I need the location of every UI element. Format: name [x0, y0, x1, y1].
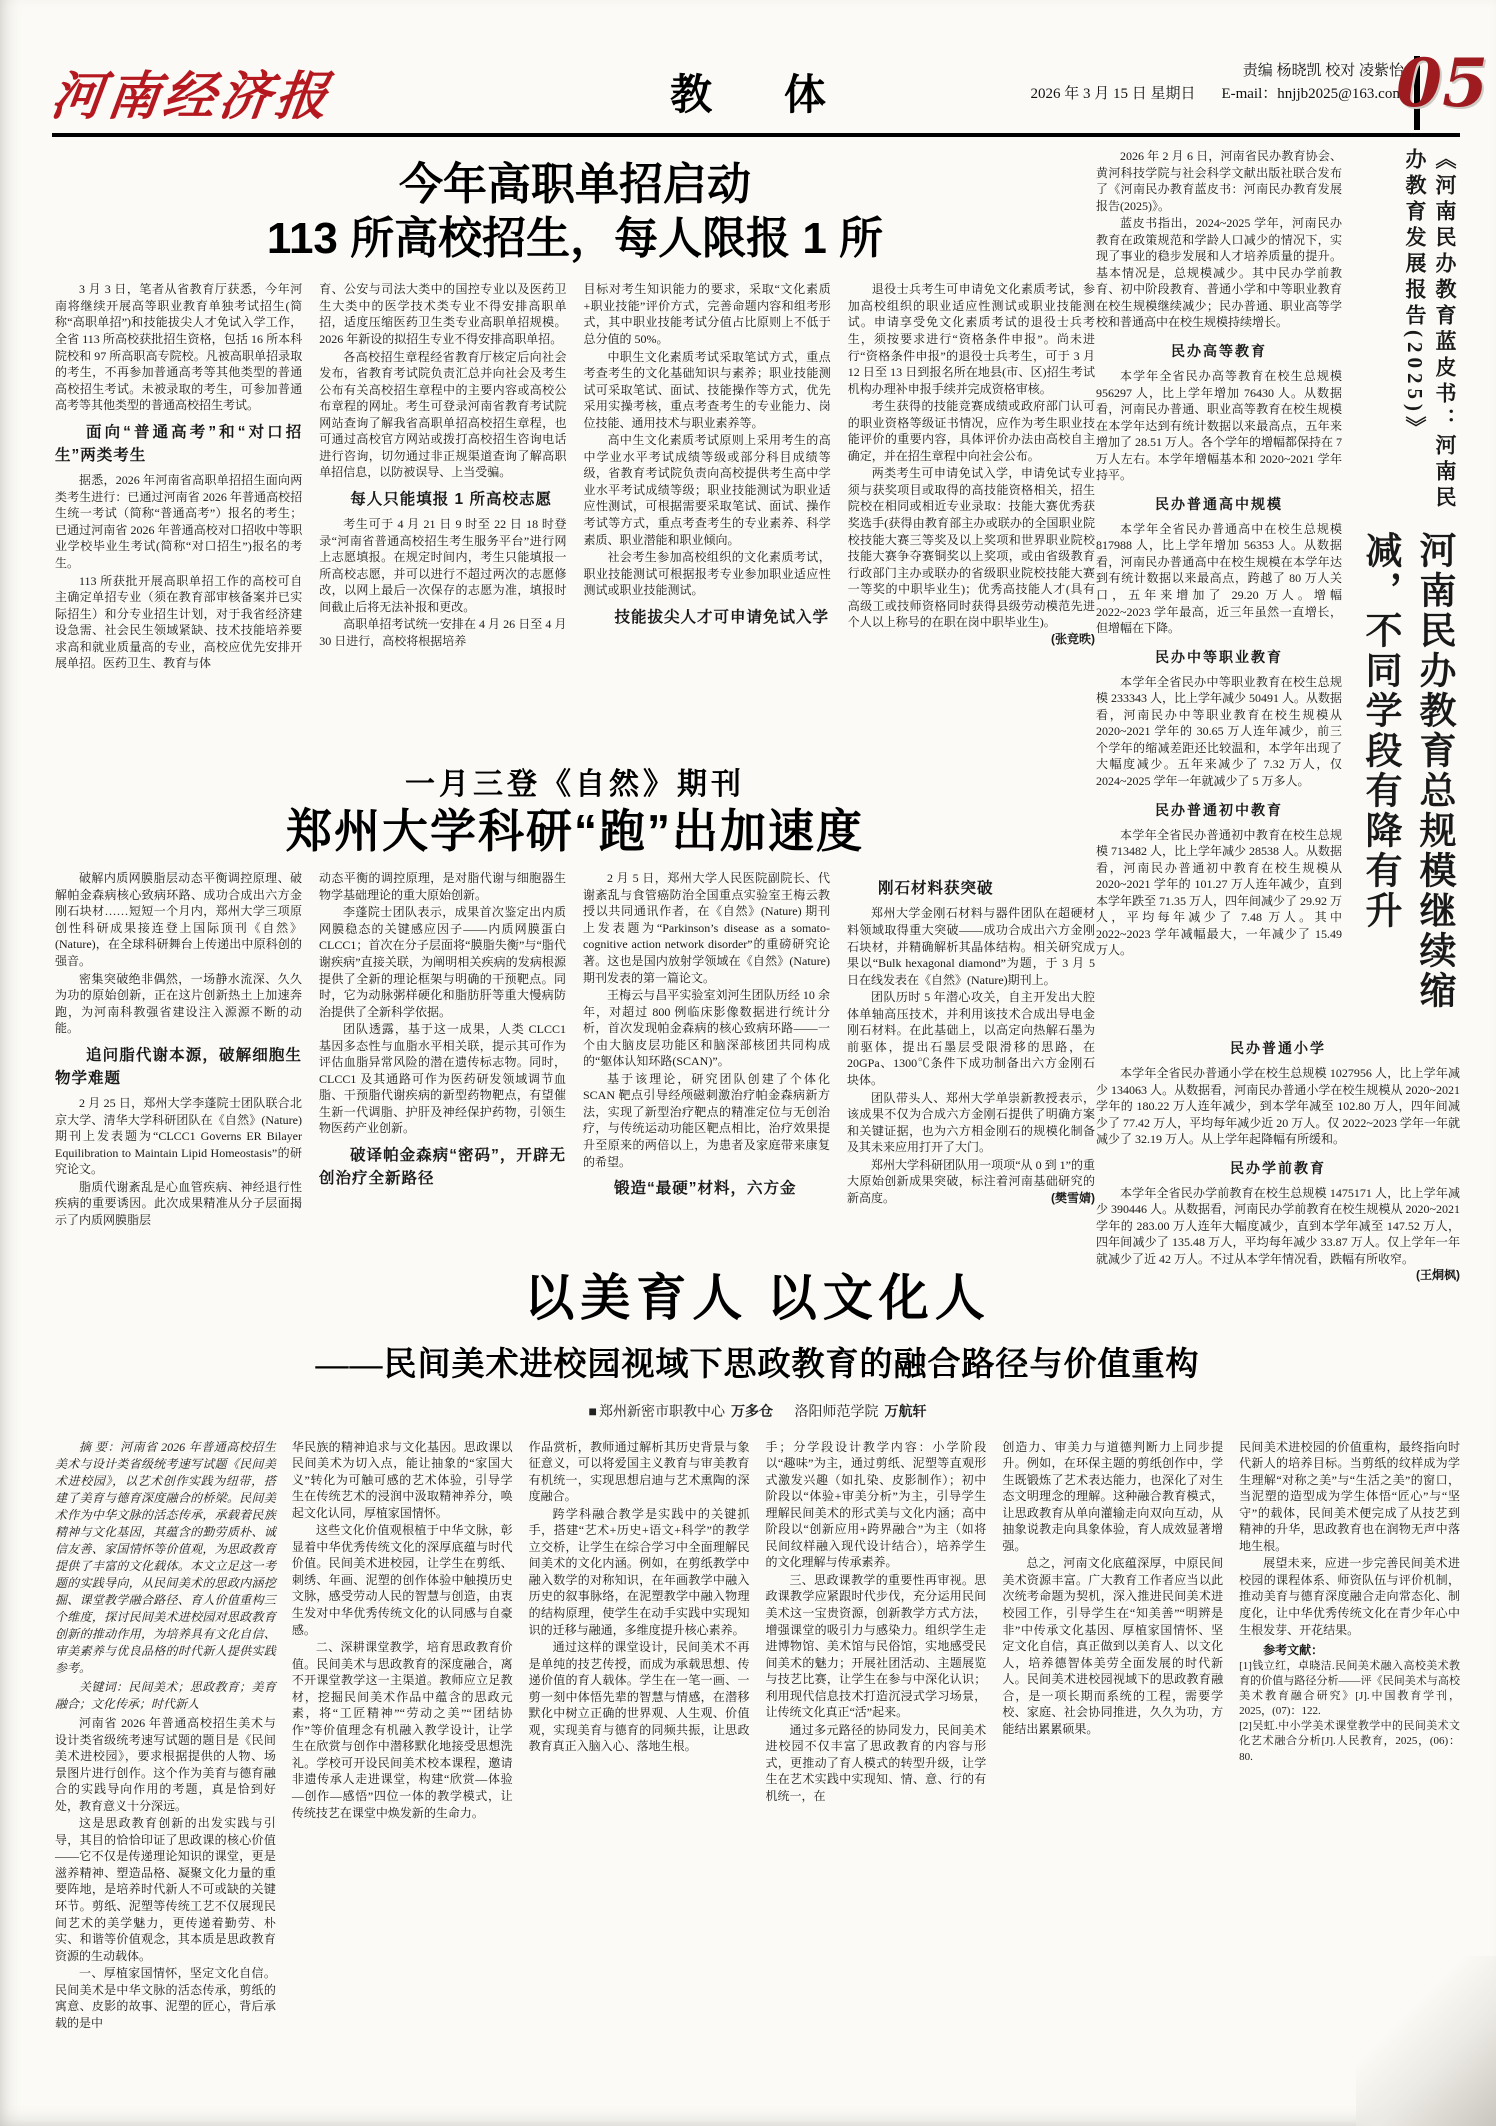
article-paragraph: 团队带头人、郑州大学单崇新教授表示，该成果不仅为合成六方金刚石提供了明确方案和关键证据，也为六方相金刚石的规模化制备及其未来应用打开了大门。 [847, 1090, 1095, 1155]
article-paragraph: 本学年全省民办学前教育在校生总规模 1475171 人，比上学年减少 390446 人。从数据看，河南民办学前教育在校生规模从 2020~2021 学年的 283.00 万人连年大幅度减少，直到本学年减至 147.52 万人，四年间减少了 135.48 万人，平均每年减少 33.87 万人。仅上学年一年就减少了近 42 万人。不过从本学年情况看，跌幅有所收窄。 (王烔枫) [1096, 1185, 1460, 1283]
article3-vertical-kicker: 《河南民办教育蓝皮书：河南民办教育发展报告(2025)》 [1403, 148, 1457, 512]
article-paragraph: 本学年全省民办普通小学在校生总规模 1027956 人，比上学年减少 134063 人。从数据看，河南民办普通小学在校生规模从 2020~2021 学年的 180.22 万人连年减少，到本学年减至 102.80 万人，四年间减少了 77.42 万人，平均每年减少近 20 万人。仅 2022~2023 学年一年就减少了 32.19 万人。从上学年起降幅有所缓和。 [1096, 1066, 1460, 1147]
text-column [55, 1439, 276, 2087]
article-paragraph: 通过这样的课堂设计，民间美术不再是单纯的技艺传授，而成为承载思想、传递价值的育人载体。学生在一笔一画、一剪一刻中体悟先辈的智慧与情感，在潜移默化中树立正确的世界观、人生观、价值观，实现美育与德育的同频共振，让思政教育真正入脑入心、落地生根。 [528, 1640, 750, 1754]
article-subhead: 民办高等教育 [1171, 343, 1267, 360]
article-paragraph: 社会考生参加高校组织的文化素质考试，职业技能测试可根据报考专业参加职业适应性测试或职业技能测试。 [583, 550, 831, 598]
article-paragraph: 这些文化价值观根植于中华文脉，彰显着中华优秀传统文化的深厚底蕴与时代价值。民间美术进校园，让学生在剪纸、刺绣、年画、泥塑的创作体验中触摸历史文脉，感受劳动人民的智慧与创造，由衷生发对中华优秀传统文化的认同感与自豪感。 [291, 1523, 513, 1637]
article1-headline-line1: 今年高职单招启动 [399, 160, 751, 209]
article-paragraph: 展望未来，应进一步完善民间美术进校园的课程体系、师资队伍与评价机制，推动美育与德育深度融合走向常态化、制度化，让中华优秀传统文化在青少年心中生根发芽、开花结果。 [1239, 1556, 1460, 1637]
article-paragraph: 本学年全省民办高等教育在校生总规模 956297 人，比上学年增加 76430 人。从数据看，河南民办普通、职业高等教育在校生规模在本学年达到有统计数据以来最高点，五年来增加了 28.51 万人。各个学年的增幅都保持在 7 万人左右。本学年增幅基本和 2020~2021 学年持平。 [1096, 369, 1343, 483]
author-credit: (王烔枫) [1416, 1268, 1460, 1283]
article-paragraph: 据悉，2026 年河南省高职单招招生面向两类考生进行：已通过河南省 2026 年普通高校招生统一考试（简称“普通高考”）报名的考生；已通过河南省 2026 年普通高校对口招收中等职业学校毕业生考试(简称“对口招生”)报名的考生。 [55, 473, 303, 570]
text-column [55, 281, 302, 753]
article-paragraph: 破解内质网膜脂层动态平衡调控原理、破解帕金森病核心致病环路、成功合成出六方金刚石块材……短短一个月内，郑州大学三项原创性科研成果接连登上国际顶刊《自然》(Nature)，在全球科研舞台上传递出中原科创的强音。 [55, 871, 302, 968]
article-paragraph: 高中生文化素质考试原则上采用考生的高中学业水平考试成绩等级或部分科目成绩等级，省教育考试院负责向高校提供考生高中学业水平考试成绩等级；职业技能测试为职业适应性测试，可根据需要采取笔试、面试、操作考试等方式，重点考查考生的专业素养、科学素质、职业潜能和职业倾向。 [583, 433, 831, 547]
article3-column [1096, 148, 1342, 1028]
text-column [848, 281, 1095, 753]
text-column [765, 1439, 986, 2087]
article-paragraph: 民间美术进校园的价值重构，最终指向时代新人的培养目标。当剪纸的纹样成为学生理解“对称之美”与“生活之美”的窗口，当泥塑的造型成为学生体悟“匠心”与“坚守”的载体，民间美术便完成了从技艺到精神的升华，思政教育也在润物无声中落地生根。 [1239, 1439, 1460, 1553]
article2-kicker: 一月三登《自然》期刊 [405, 768, 745, 802]
article-paragraph: 郑州大学科研团队用一项项“从 0 到 1”的重大原始创新成果突破，标注着河南基础研究的新高度。 (樊雪婧) [847, 1157, 1095, 1205]
article4-byline [55, 1401, 1460, 1421]
article-subhead: 民办中等职业教育 [1155, 648, 1283, 665]
article-subhead: 刚石材料获突破 [878, 880, 994, 898]
editors-line: 责编 杨晓凯 校对 凌紫怡 [1242, 63, 1404, 79]
article-paragraph: 基于该理论，研究团队创建了个体化 SCAN 靶点引导经颅磁刺激治疗帕金森病新方法，实现了新型治疗靶点的精准定位与无创治疗，与传统运动功能区靶点相比，治疗效果提升至原来的两倍以上，为患者及家庭带来康复的希望。 [583, 1071, 830, 1169]
article-paragraph: 2 月 5 日，郑州大学人民医院副院长、代谢紊乱与食管癌防治全国重点实验室王梅云教授以共同通讯作者，在《自然》(Nature) 期刊上发表题为“Parkinson’s disease as a somato-cognitive action network disorder”的重磅研究论著。这也是国内放射学领域在《自然》(Nature)期刊发表的第一篇论文。 [583, 871, 830, 985]
byline-marker: ■ [588, 1404, 597, 1420]
text-column [529, 1439, 750, 2087]
article-paragraph: 三、思政课教学的重要性再审视。思政课教学应紧跟时代步伐，充分运用民间美术这一宝贵资源，创新教学方式方法，增强课堂的吸引力与感染力。组织学生走进博物馆、美术馆与民俗馆，实地感受民间美术的魅力；开展社团活动、主题展览与技艺比赛，让学生在参与中深化认识；利用现代信息技术打造沉浸式学习场景，让传统文化真正“活”起来。 [765, 1572, 987, 1720]
text-column [319, 870, 566, 1252]
article1-headline-line2: 113 所高校招生，每人限报 1 所 [266, 213, 884, 263]
article-paragraph: 郑州大学金刚石材料与器件团队在超硬材料领域取得重大突破——成功合成出六方金刚石块材，并精确解析其晶体结构。相关研究成果以“Bulk hexagonal diamond”为题，于 3 月 5 日在线发表在《自然》(Nature)期刊上。 [847, 906, 1095, 987]
article-paragraph: 创造力、审美力与道德判断力上同步提升。例如，在环保主题的剪纸创作中，学生既锻炼了艺术表达能力，也深化了对生态文明理念的理解。这种融合教育模式，让思政教育从单向灌输走向双向互动，从抽象说教走向具象体验，育人成效显著增强。 [1002, 1439, 1224, 1553]
article-paragraph: 中职生文化素质考试采取笔试方式，重点考查考生的文化基础知识与素养；职业技能测试可采取笔试、面试、技能操作等方式，优先采用实操考核，重点考查考生的专业能力、岗位技能、通用技术与职业素养等。 [583, 349, 831, 430]
text-column [55, 870, 302, 1252]
article-paragraph: 摘 要：河南省 2026 年普通高校招生美术与设计类省级统考速写试题《民间美术进校园》，以艺术创作实践为纽带，搭建了美育与德育深度融合的桥梁。民间美术作为中华文脉的活态传承，承载着民族精神与文化基因，其蕴含的勤劳质朴、诚信友善、家国情怀等价值观，为思政教育提供了丰富的文化载体。本文立足这一考题的实践导向，从民间美术的思政内涵挖掘、课堂教学融合路径、育人价值重构三个维度，探讨民间美术进校园对思政教育创新的推动作用，为培养具有文化自信、审美素养与优良品格的时代新人提供实践参考。 [55, 1439, 276, 1675]
article2-headline: 郑州大学科研“跑”出加速度 [286, 805, 864, 858]
article-paragraph: 华民族的精神追求与文化基因。思政课以民间美术为切入点，能让抽象的“家国大义”转化为可触可感的艺术体验，引导学生在传统艺术的浸润中汲取精神养分，唤起文化认同，厚植家国情怀。 [291, 1439, 513, 1520]
article-paragraph: 考生可于 4 月 21 日 9 时至 22 日 18 时登录“河南省普通高校招生考生服务平台”进行网上志愿填报。在规定时间内，考生只能填报一所高校志愿，并可以进行不超过两次的志愿修改，以网上最后一次保存的志愿为准，填报时间截止后将无法补报和更改。 [319, 517, 567, 614]
page-curl-shade [1356, 1956, 1496, 2126]
article-paragraph: 两类考生可申请免试入学，申请免试专业须与获奖项目或取得的高技能资格相关，招生院校在相同或相近专业录取：技能大赛优秀获奖选手(获得由教育部主办或联办的全国职业院校技能大赛三等奖及以上奖项和世界职业院校技能大赛争夺赛铜奖以上奖项，或由省级教育行政部门主办或联办的省级职业院校技能大赛一等奖的中职毕业生)；优秀高技能人才(具有高级工或技师资格同时获得县级劳动模范先进个人以上称号的在职在岗中职毕业生)。 (张竞昳) [847, 466, 1095, 646]
article4-headline: 以美育人 以文化人 [524, 1270, 991, 1326]
article4-subheadline: ——民间美术进校园视域下思政教育的融合路径与价值重构 [315, 1346, 1200, 1383]
left-articles-region [55, 148, 1095, 1264]
article-paragraph: 团队历时 5 年潜心攻关，自主开发出大腔体单轴高压技术，并利用该技术合成出导电金刚石材料。在此基础上，以高定向热解石墨为前驱体，提出石墨层受限滑移的思路，在 20GPa、1300℃条件下成功制备出六方金刚石块体。 [847, 990, 1095, 1087]
article-paragraph: 作品赏析，教师通过解析其历史背景与象征意义，可以将爱国主义教育与审美教育有机统一，实现思想启迪与艺术熏陶的深度融合。 [528, 1439, 750, 1504]
article-paragraph: 育、公安与司法大类中的国控专业以及医药卫生大类中的医学技术类专业不得安排高职单招，适度压缩医药卫生类专业高职单招规模。2026 年新设的拟招生专业不得安排高职单招。 [319, 282, 567, 346]
article3-bottom-block [1096, 1038, 1460, 1283]
article-subhead: 民办普通初中教育 [1155, 801, 1283, 818]
article-paragraph: 本学年全省民办普通初中教育在校生总规模 713482 人，比上学年减少 28538 人。从数据看，河南民办普通初中教育在校生规模从 2020~2021 学年的 101.27 万人连年减少，直到本学年跌至 71.35 万人，四年间减少了 29.92 万人，平均每年减少了 7.48 万人。其中 2022~2023 学年减幅最大，一年减少了 15.49 万人。 [1096, 827, 1343, 958]
text-column [319, 281, 566, 753]
article-subhead: 民办普通高中规模 [1155, 495, 1283, 512]
text-column [584, 281, 831, 753]
page-number: 05 [1396, 44, 1488, 122]
byline-affiliation-1: 郑州新密市职教中心 [598, 1404, 725, 1420]
article-paragraph: 本学年全省民办中等职业教育在校生总规模 233343 人，比上学年减少 50491 人。从数据看，河南民办中等职业教育在校生规模从 2020~2021 学年的 30.65 万人连年减少，前三个学年的缩减差距还比较温和，本学年出现了大幅度减少。五年来减少了 7.32 万人，仅 2024~2025 学年一年就减少了 5 万多人。 [1096, 674, 1343, 788]
byline-author-2: 万航轩 [884, 1402, 927, 1419]
article-paragraph: 手；分学段设计教学内容：小学阶段以“趣味”为主，通过剪纸、泥塑等直观形式激发兴趣（如扎染、皮影制作）；初中阶段以“体验+审美分析”为主，引导学生理解民间美术的形式美与文化内涵；高中阶段以“创新应用+跨界融合”为主（如将民间纹样融入现代设计结合），培养学生的文化理解与传承素养。 [765, 1439, 987, 1570]
article-paragraph: 2026 年 2 月 6 日，河南省民办教育协会、黄河科技学院与社会科学文献出版社联合发布了《河南民办教育蓝皮书：河南民办教育发展报告(2025)》。 [1096, 149, 1342, 213]
masthead-logo: 河南经济报 [47, 66, 336, 127]
date-line: 2026 年 3 月 15 日 星期日 [1030, 86, 1196, 103]
article-paragraph: 高职单招考试统一安排在 4 月 26 日至 4 月 30 日进行，高校将根据培养 [319, 617, 567, 648]
article-paragraph: 关键词：民间美术；思政教育；美育融合；文化传承；时代新人 [55, 1679, 276, 1711]
article3-region [1096, 148, 1460, 1283]
article-paragraph: 团队透露，基于这一成果，人类 CLCC1 基因多态性与血脂水平相关联，提示其可作为评估血脂异常风险的潜在遗传标志物。同时，CLCC1 及其通路可作为医药研发领域调节血脂、干预脂代谢疾病的新型药物靶点，有望催生新一代调脂、护肝及神经保护药物，引领生物医药产业创新。 [319, 1022, 566, 1136]
article-subhead: 追问脂代谢本源，破解细胞生物学难题 [55, 1046, 302, 1087]
article-paragraph: 参考文献： [1263, 1643, 1324, 1658]
text-column [1002, 1439, 1223, 2087]
article-paragraph: 本学年全省民办普通高中在校生总规模 817988 人，比上学年增加 56353 人。从数据看，河南民办普通高中在校生规模在本学年达到有统计数据以来最高点，跨越了 80 万人关口，五年来增加了 29.20 万人。增幅 2022~2023 学年最高，近三年虽然一直增长，但增幅在下降。 [1096, 521, 1342, 636]
article-paragraph: [2]吴虹.中小学美术课堂教学中的民间美术文化艺术融合分析[J].人民教育，2025，(06)：80. [1239, 1720, 1460, 1763]
text-column [583, 870, 830, 1252]
article-paragraph: 动态平衡的调控原理，是对脂代谢与细胞器生物学基础理论的重大原始创新。 [319, 871, 566, 902]
author-credit: (张竞昳) [1051, 631, 1095, 646]
article-paragraph: 3 月 3 日，笔者从省教育厅获悉，今年河南将继续开展高等职业教育单独考试招生(简称“高职单招”)和技能拔尖人才免试入学工作，全省 113 所高校获批招生资格，包括 16 所本科院校和 97 所高职高专院校。凡被高职单招录取的考生，不再参加普通高考等其他类型的普通高校招生考试。未被录取的考生，可参加普通高考等其他类型的普通高校招生考试。 [55, 282, 303, 413]
article-paragraph: 蓝皮书指出，2024~2025 学年，河南民办教育在政策规范和学龄人口减少的情况下，实现了事业的稳步发展和人才培养质量的提升。基本情况是，总规模减少。其中民办学前教育、初中阶段教育、普通小学和中等职业教育在校生规模继续减少；民办普通、职业高等学校和普通高中在校生规模持续增长。 [1096, 216, 1342, 330]
article1-headline [55, 148, 1095, 265]
article-subhead: 民办普通小学 [1230, 1040, 1326, 1056]
article-subhead: 技能拔尖人才可申请免试入学 [614, 608, 830, 626]
article-subhead: 面向“普通高考”和“对口招生”两类考生 [55, 423, 303, 464]
article4-region [55, 1270, 1460, 2092]
article-paragraph: 目标对考生知识能力的要求，采取“文化素质+职业技能”评价方式，完善命题内容和组考形式，其中职业技能考试分值占比原则上不低于总分值的 50%。 [583, 282, 831, 346]
email-line: E-mail：hnjjb2025@163.com [1221, 86, 1404, 103]
article-paragraph: 考生获得的技能竞赛成绩或政府部门认可的职业资格等级证书情况，应作为考生职业技能评价的重要内容，具体评价办法由高校自主确定，并在招生章程中向社会公布。 [847, 399, 1095, 463]
article-paragraph: 这是思政教育创新的出发实践与引导，其目的恰恰印证了思政课的核心价值——它不仅是传递理论知识的课堂，更是滋养精神、塑造品格、凝聚文化力量的重要阵地，是培养时代新人不可或缺的关键环节。剪纸、泥塑等传统工艺不仅展现民间艺术的美学魅力，更传递着勤劳、朴实、和谐等价值观念，其本质是思政教育资源的生动载体。 [55, 1816, 276, 1963]
article-paragraph: 通过多元路径的协同发力，民间美术进校园不仅丰富了思政教育的内容与形式，更推动了育人模式的转型升级，让学生在艺术实践中实现知、情、意、行的有机统一，在 [765, 1722, 987, 1803]
article4-columns [55, 1439, 1460, 2087]
article-paragraph: 113 所获批开展高职单招工作的高校可自主确定单招专业（须在教育部审核备案并已实际招生）和分专业招生计划，对于我省经济建设急需、社会民生领域紧缺、技术技能培养要求高和就业质量高的专业，高校应优先安排开展单招。医药卫生、教育与体 [55, 573, 303, 671]
article3-vertical-title: 河南民办教育总规模继续缩减，不同学段有降有升 [1359, 531, 1454, 1012]
article-paragraph: 2 月 25 日，郑州大学李蓬院士团队联合北京大学、清华大学科研团队在《自然》(Nature) 期刊上发表题为“CLCC1 Governs ER Bilayer Equilibration to Maintain Lipid Homeostasis”的研究论文。 [55, 1096, 302, 1177]
article-paragraph: 二、深耕课堂教学，培育思政教育价值。民间美术与思政教育的深度融合，离不开课堂教学这一主渠道。教师应立足教材，挖掘民间美术作品中蕴含的思政元素，将“工匠精神”“劳动之美”“团结协作”等价值理念有机融入教学设计，让学生在欣赏与创作中潜移默化地接受思想洗礼。学校可开设民间美术校本课程，邀请非遗传承人走进课堂，构建“欣赏—体验—创作—感悟”四位一体的教学模式，让传统技艺在课堂中焕发新的生命力。 [291, 1640, 513, 1820]
text-column [292, 1439, 513, 2087]
article-paragraph: [1]钱立红，卓晓洁.民间美术融入高校美术教育的价值与路径分析——评《民间美术与高校美术教育融合研究》[J].中国教育学刊，2025，(07)：122. [1239, 1659, 1460, 1718]
header-info [1004, 60, 1404, 107]
article-subhead: 民办学前教育 [1230, 1159, 1326, 1176]
article-paragraph: 脂质代谢紊乱是心血管疾病、神经退行性疾病的重要诱因。此次成果精准从分子层面揭示了内质网膜脂层 [55, 1179, 302, 1228]
article-paragraph: 各高校招生章程经省教育厅核定后向社会发布，省教育考试院负责汇总并向社会及考生公布有关高校招生章程中的主要内容或高校公布章程的网址。考生可登录河南省教育考试院网站查询了解我省高职单招高校招生章程，也可通过高校官方网站或拨打高校招生咨询电话进行咨询，切勿通过非正规渠道查询了解高职单招信息，以防被误导、上当受骗。 [319, 349, 567, 480]
byline-author-1: 万多仓 [730, 1402, 773, 1419]
article-subhead: 锻造“最硬”材料，六方金 [614, 1180, 797, 1198]
article-paragraph: 密集突破绝非偶然，一场静水流深、久久为功的原始创新，正在这片创新热土上加速奔跑，为河南科教强省建设注入源源不断的动能。 [55, 971, 302, 1036]
header-rule [52, 133, 1460, 137]
article-subhead: 破译帕金森病“密码”，开辟无创治疗全新路径 [319, 1146, 566, 1188]
article1-columns [55, 281, 1095, 753]
article3-vertical-headline [1352, 148, 1460, 1028]
article-paragraph: 李蓬院士团队表示，成果首次鉴定出内质网膜稳态的关键感应因子——内质网膜蛋白 CLCC1；首次在分子层面将“膜脂失衡”与“脂代谢疾病”直接关联，为阐明相关疾病的发病根源提供了全新的理论框架与明确的干预靶点。同时，它为动脉粥样硬化和脂肪肝等重大慢病防治提供了全新科学依据。 [319, 905, 566, 1019]
article2-columns [55, 870, 830, 1252]
article-paragraph: 王梅云与昌平实验室刘河生团队历经 10 余年，对超过 800 例临床影像数据进行统计分析，首次发现帕金森病的核心致病环路——一个由大脑皮层功能区和脑深部核团共同构成的“躯体认知环路(SCAN)”。 [583, 988, 830, 1069]
byline-affiliation-2: 洛阳师范学院 [794, 1404, 879, 1420]
article-subhead: 每人只能填报 1 所高校志愿 [350, 490, 552, 508]
article-paragraph: 退役士兵考生可申请免文化素质考试，参加高校组织的职业适应性测试或职业技能测试。申请享受免文化素质考试的退役士兵考生，须按要求进行“资格条件申报”。尚未进行“资格条件申报”的退役士兵考生，可于 3 月 12 日至 13 日到报名所在地县(市、区)招生考试机构办理补申报手续并完成资格审核。 [847, 282, 1095, 396]
author-credit: (樊雪婧) [1051, 1190, 1095, 1205]
article-paragraph: 跨学科融合教学是实践中的关键抓手，搭建“艺术+历史+语文+科学”的教学立交桥，让学生在综合学习中全面理解民间美术的文化内涵。例如，在剪纸教学中融入数学的对称知识，在年画教学中融入历史的叙事脉络，在泥塑教学中融入物理的结构原理，使学生在动手实践中实现知识的迁移与融通，多维度提升核心素养。 [528, 1506, 750, 1637]
article-paragraph: 河南省 2026 年普通高校招生美术与设计类省级统考速写试题的题目是《民间美术进校园》，要求根据提供的人物、场景图片进行创作。这个作为美育与德育融合的实践导向作用的考题，真是恰到好处，教育意义十分深远。 [55, 1716, 276, 1813]
section-title: 教 体 [670, 71, 856, 118]
article-paragraph: 总之，河南文化底蕴深厚，中原民间美术资源丰富。广大教育工作者应当以此次统考命题为契机，深入推进民间美术进校园工作，引导学生在“知美善”“明辨是非”中传承文化基因、厚植家国情怀、坚定文化自信，真正做到以美育人、以文化人，培养德智体美劳全面发展的时代新人。民间美术进校园视域下的思政教育融合，是一项长期而系统的工程，需要学校、家庭、社会协同推进，久久为功，方能结出累累硕果。 [1002, 1556, 1224, 1736]
article-paragraph: 一、厚植家国情怀，坚定文化自信。民间美术是中华文脉的活态传承，剪纸的寓意、皮影的故事、泥塑的匠心，背后承载的是中 [55, 1966, 276, 2030]
